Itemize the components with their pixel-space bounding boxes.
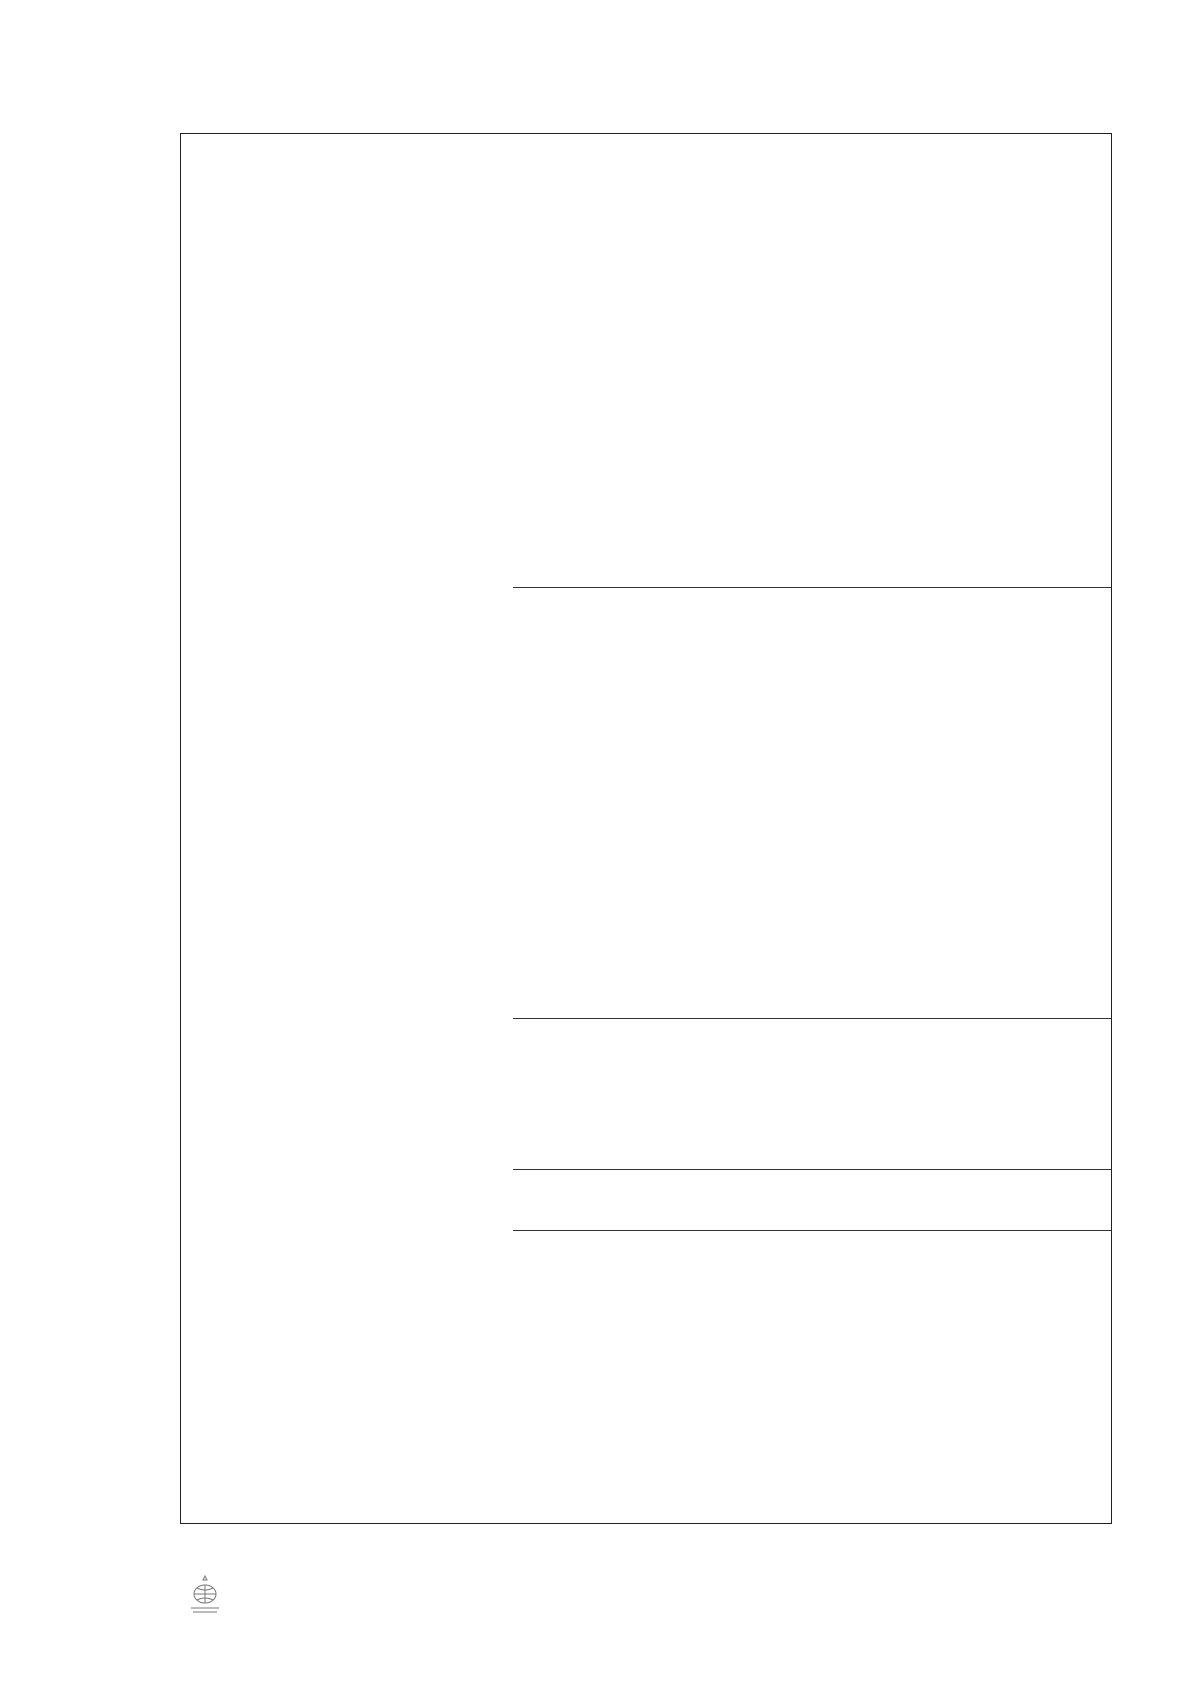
segment-description-3 (513, 1019, 1111, 1170)
segment-description-1 (513, 134, 1111, 588)
coordinates-columns (181, 134, 513, 1523)
segment-description-4 (513, 1170, 1111, 1231)
segment-description-5 (513, 1231, 1111, 1525)
emblem-icon (185, 1572, 225, 1616)
segment-description-2 (513, 588, 1111, 1019)
boundary-points-table (180, 133, 1112, 1524)
